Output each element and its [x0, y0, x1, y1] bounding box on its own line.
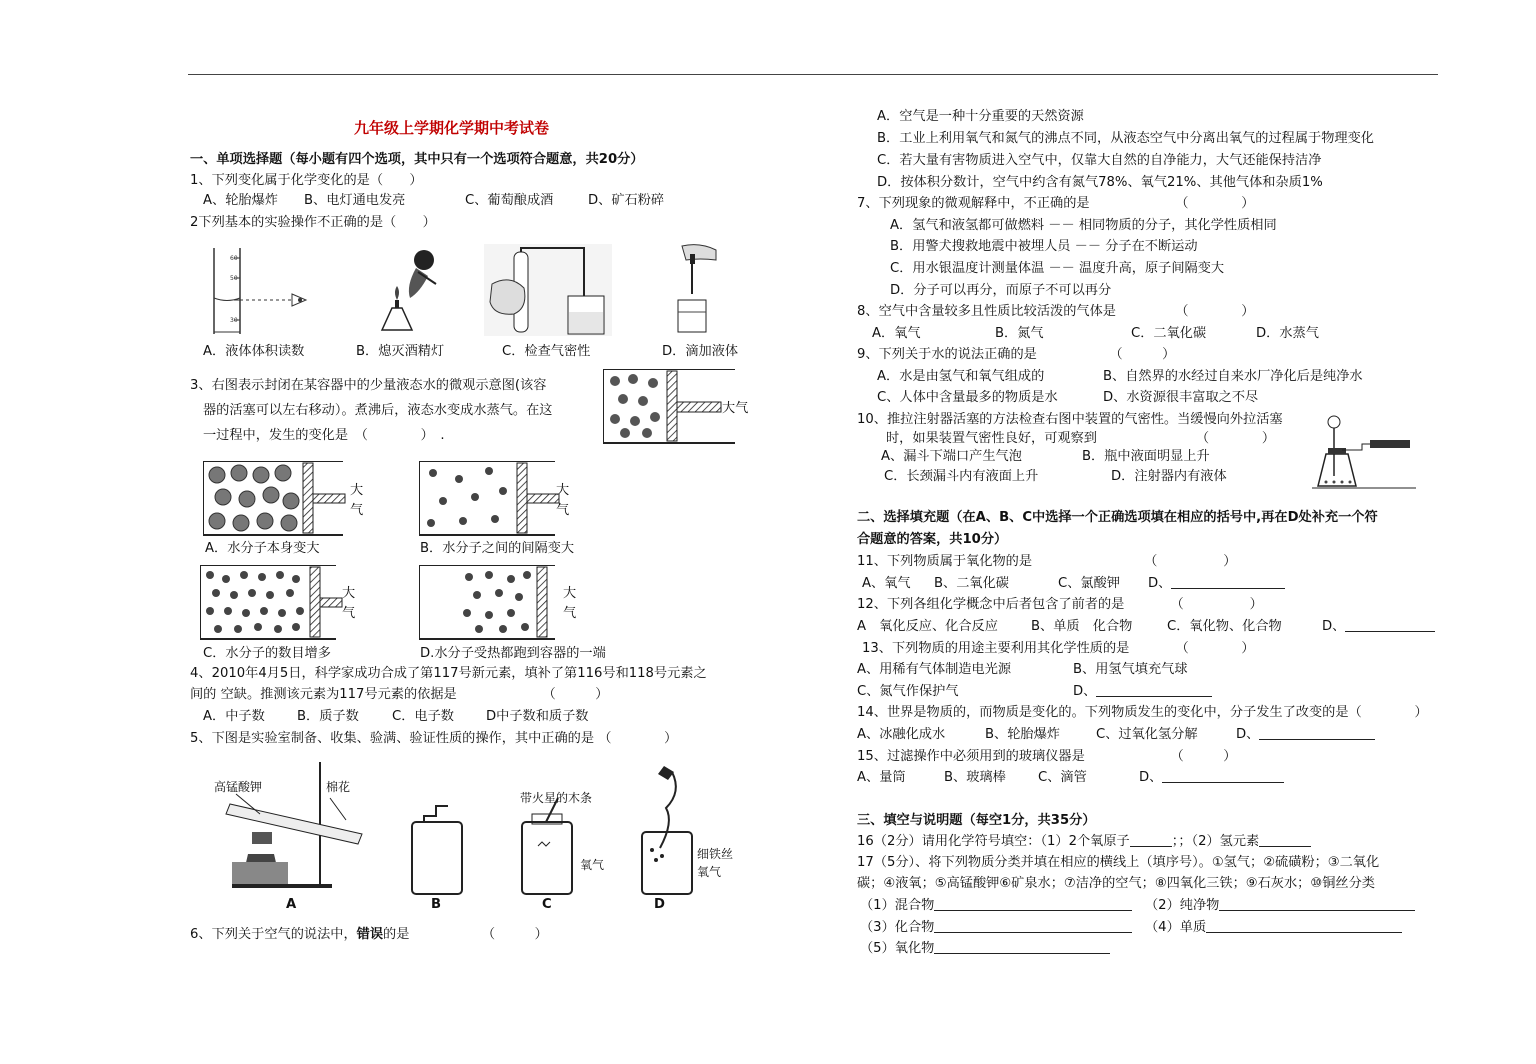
q5-figure-label-a: A: [286, 897, 297, 912]
q7-stem: 7、下列现象的微观解释中，不正确的是 （ ）: [857, 196, 1255, 211]
dropper-figure: [672, 240, 728, 336]
q5-label-kmno4: 高锰酸钾: [214, 780, 263, 794]
q11-answer-blank[interactable]: [1171, 575, 1285, 589]
q12-option-d: D、: [1322, 618, 1435, 636]
q1-option-b: B、电灯通电发亮: [304, 193, 406, 208]
q5-label-oxygen-d: 氧气: [697, 865, 722, 879]
q3-c-air-label-2: 气: [342, 606, 356, 621]
q6-option-d: D．按体积分数计，空气中约含有氮气78%、氧气21%、其他气体和杂质1%: [877, 175, 1323, 190]
q12-option-c: C．氧化物、化合物: [1167, 619, 1282, 634]
q10-option-d: D．注射器内有液体: [1111, 469, 1227, 484]
q17-part4: （4）单质: [1145, 919, 1402, 937]
q1-option-d: D、矿石粉碎: [588, 193, 665, 208]
q17-part3: （3）化合物: [860, 919, 1132, 937]
q3-a-air-label-2: 气: [350, 503, 364, 518]
q3-option-a: A．水分子本身变大: [205, 541, 320, 556]
q9-option-a: A．水是由氢气和氧气组成的: [877, 369, 1045, 384]
q3-option-d-figure: [419, 565, 564, 641]
q3-line3: 一过程中，发生的变化是 （ ） .: [203, 428, 445, 443]
airtightness-figure: [484, 244, 612, 336]
q4-option-a: A．中子数: [203, 709, 265, 724]
q4-line2: 间的 空缺。推测该元素为117号元素的依据是 （ ）: [190, 687, 609, 702]
q12-answer-blank[interactable]: [1345, 618, 1435, 632]
section2-heading-line2: 合题意的答案，共10分）: [857, 532, 1008, 547]
q15-answer-blank[interactable]: [1162, 769, 1284, 783]
q2-option-d: D．滴加液体: [662, 344, 739, 359]
q3-b-air-label-2: 气: [556, 503, 570, 518]
q14-stem: 14、世界是物质的，而物质是变化的。下列物质发生的变化中，分子发生了改变的是（ ）: [857, 705, 1428, 720]
exam-title: 九年级上学期化学期中考试卷: [354, 119, 550, 137]
q9-stem: 9、下列关于水的说法正确的是 （ ）: [857, 347, 1176, 362]
q3-reference-container: [603, 369, 735, 445]
q15-option-a: A、量筒: [857, 770, 906, 785]
q9-option-c: C、人体中含量最多的物质是水: [877, 390, 1058, 405]
q6-option-c: C．若大量有害物质进入空气中，仅靠大自然的自净能力，大气还能保持洁净: [877, 153, 1322, 168]
q17-pure-blank[interactable]: [1219, 897, 1415, 911]
header-rule: [188, 74, 1438, 75]
q6-stem: 6、下列关于空气的说法中，错误的是 （ ）: [190, 927, 548, 942]
q11-stem: 11、下列物质属于氧化物的是 （ ）: [857, 554, 1237, 569]
q8-option-d: D．水蒸气: [1256, 326, 1319, 341]
q5-figure-label-b: B: [431, 897, 442, 912]
alcohol-lamp-figure: [376, 246, 448, 336]
q17-oxide-blank[interactable]: [934, 940, 1110, 954]
q3-option-c-figure: [200, 565, 345, 641]
q3-option-b-figure: [419, 461, 564, 537]
q12-option-a: A 氧化反应、化合反应: [857, 619, 998, 634]
q13-answer-blank[interactable]: [1096, 683, 1212, 697]
q5-label-splint: 带火星的木条: [520, 791, 593, 805]
q15-option-b: B、玻璃棒: [944, 770, 1006, 785]
section2-heading-line1: 二、选择填充题（在A、B、C中选择一个正确选项填在相应的括号中,再在D处补充一个符: [857, 510, 1378, 525]
q16-blank-1[interactable]: [1130, 833, 1172, 847]
q16-blank-2[interactable]: [1259, 833, 1311, 847]
q13-option-b: B、用氢气填充气球: [1073, 662, 1188, 677]
q3-line1: 3、右图表示封闭在某容器中的少量液态水的微观示意图(该容: [190, 378, 547, 393]
q1-stem: 1、下列变化属于化学变化的是（ ）: [190, 173, 423, 188]
q8-option-c: C．二氧化碳: [1131, 326, 1207, 341]
q3-a-air-label-1: 大: [350, 483, 364, 498]
q4-option-c: C．电子数: [392, 709, 454, 724]
q7-option-d: D．分子可以再分，而原子不可以再分: [890, 283, 1112, 298]
q3-reference-air-label: 大气: [722, 401, 749, 416]
q13-option-d: D、: [1073, 683, 1212, 701]
q11-option-d: D、: [1148, 575, 1285, 593]
q3-c-air-label-1: 大: [342, 586, 356, 601]
q11-option-a: A、氧气: [862, 576, 911, 591]
q17-part1: （1）混合物: [860, 897, 1132, 915]
q6-option-b: B．工业上利用氧气和氮气的沸点不同，从液态空气中分离出氧气的过程属于物理变化: [877, 131, 1374, 146]
q4-option-b: B．质子数: [297, 709, 359, 724]
q4-line1: 4、2010年4月5日，科学家成功合成了第117号新元素，填补了第116号和118号元素之: [190, 666, 707, 681]
q9-option-b: B、自然界的水经过自来水厂净化后是纯净水: [1103, 369, 1363, 384]
q3-line2: 器的活塞可以左右移动）。煮沸后，液态水变成水蒸气。在这: [203, 403, 553, 418]
q14-answer-blank[interactable]: [1259, 726, 1375, 740]
q10-option-c: C．长颈漏斗内有液面上升: [884, 469, 1039, 484]
q5-label-wire: 细铁丝: [697, 847, 734, 861]
q7-option-c: C．用水银温度计测量体温 －－ 温度升高，原子间隔变大: [890, 261, 1225, 276]
q5-figure-label-d: D: [654, 897, 665, 912]
q3-option-b: B．水分子之间的间隔变大: [420, 541, 575, 556]
q8-stem: 8、空气中含量较多且性质比较活泼的气体是 （ ）: [857, 304, 1255, 319]
svg-text:50: 50: [230, 275, 238, 282]
q17-mixture-blank[interactable]: [934, 897, 1132, 911]
q4-option-d: D中子数和质子数: [486, 709, 589, 724]
q10-option-b: B．瓶中液面明显上升: [1082, 449, 1210, 464]
q13-option-c: C、氮气作保护气: [857, 684, 959, 699]
q3-d-air-label-1: 大: [563, 586, 577, 601]
q17-compound-blank[interactable]: [934, 919, 1132, 933]
q8-option-b: B．氮气: [995, 326, 1044, 341]
q7-option-b: B．用警犬搜救地震中被埋人员 －－ 分子在不断运动: [890, 239, 1198, 254]
q10-option-a: A、漏斗下端口产生气泡: [881, 449, 1022, 464]
q10-line1: 10、推拉注射器活塞的方法检查右图中装置的气密性。当缓慢向外拉活塞: [857, 412, 1283, 427]
q7-option-a: A．氢气和液氢都可做燃料 －－ 相同物质的分子，其化学性质相同: [890, 218, 1277, 233]
q5-stem: 5、下图是实验室制备、收集、验满、验证性质的操作，其中正确的是 （ ）: [190, 731, 678, 746]
q3-b-air-label-1: 大: [556, 483, 570, 498]
graduated-cylinder-figure: [200, 248, 320, 336]
q11-option-c: C、氯酸钾: [1058, 576, 1120, 591]
q13-option-a: A、用稀有气体制造电光源: [857, 662, 1012, 677]
q10-apparatus-figure: [1312, 414, 1422, 490]
q15-option-d: D、: [1139, 769, 1284, 787]
q6-option-a: A．空气是一种十分重要的天然资源: [877, 109, 1084, 124]
q5-figure-label-c: C: [542, 897, 552, 912]
q8-option-a: A．氧气: [872, 326, 921, 341]
q12-stem: 12、下列各组化学概念中后者包含了前者的是 （ ）: [857, 597, 1263, 612]
q3-d-air-label-2: 气: [563, 606, 577, 621]
section1-heading: 一、单项选择题（每小题有四个选项，其中只有一个选项符合题意，共20分）: [190, 152, 644, 167]
q3-option-c: C．水分子的数目增多: [203, 646, 331, 661]
q9-option-d: D、水资源很丰富取之不尽: [1103, 390, 1259, 405]
q1-option-a: A、轮胎爆炸: [203, 193, 278, 208]
q11-option-b: B、二氧化碳: [934, 576, 1009, 591]
q2-option-b: B．熄灭酒精灯: [356, 344, 445, 359]
q17-line1: 17（5分）、将下列物质分类并填在相应的横线上（填序号）。①氢气；②硫磺粉；③二氧化: [857, 855, 1380, 870]
svg-text:60: 60: [230, 255, 238, 262]
q15-option-c: C、滴管: [1038, 770, 1087, 785]
q14-option-c: C、过氧化氢分解: [1096, 727, 1198, 742]
q5-label-oxygen-c: 氧气: [580, 858, 605, 872]
q13-stem: 13、下列物质的用途主要利用其化学性质的是 （ ）: [862, 641, 1255, 656]
q15-stem: 15、过滤操作中必须用到的玻璃仪器是 （ ）: [857, 749, 1237, 764]
section3-heading: 三、填空与说明题（每空1分，共35分）: [857, 813, 1096, 828]
q17-line2: 碳；④液氧；⑤高锰酸钾⑥矿泉水；⑦洁净的空气；⑧四氧化三铁；⑨石灰水；⑩铜丝分类: [857, 876, 1375, 891]
q3-option-d: D.水分子受热都跑到容器的一端: [420, 646, 606, 661]
q2-option-c: C．检查气密性: [502, 344, 591, 359]
q14-option-a: A、冰融化成水: [857, 727, 946, 742]
q3-option-a-figure: [203, 461, 348, 537]
q1-option-c: C、葡萄酿成酒: [465, 193, 554, 208]
q10-line2: 时，如果装置气密性良好，可观察到 （ ）: [886, 431, 1276, 446]
q2-stem: 2下列基本的实验操作不正确的是（ ）: [190, 215, 436, 230]
q16-line: 16（2分）请用化学符号填空：（1）2个氧原子 ；；（2）氢元素: [857, 833, 1311, 851]
q5-apparatus-figure: [212, 762, 752, 912]
svg-text:30: 30: [230, 317, 238, 324]
q17-element-blank[interactable]: [1206, 919, 1402, 933]
q17-part2: （2）纯净物: [1145, 897, 1415, 915]
q17-part5: （5）氧化物: [860, 940, 1110, 958]
q12-option-b: B、单质 化合物: [1031, 619, 1133, 634]
q14-option-b: B、轮胎爆炸: [985, 727, 1060, 742]
q14-option-d: D、: [1236, 726, 1375, 744]
q2-option-a: A．液体体积读数: [203, 344, 305, 359]
q5-label-cotton: 棉花: [326, 780, 351, 794]
